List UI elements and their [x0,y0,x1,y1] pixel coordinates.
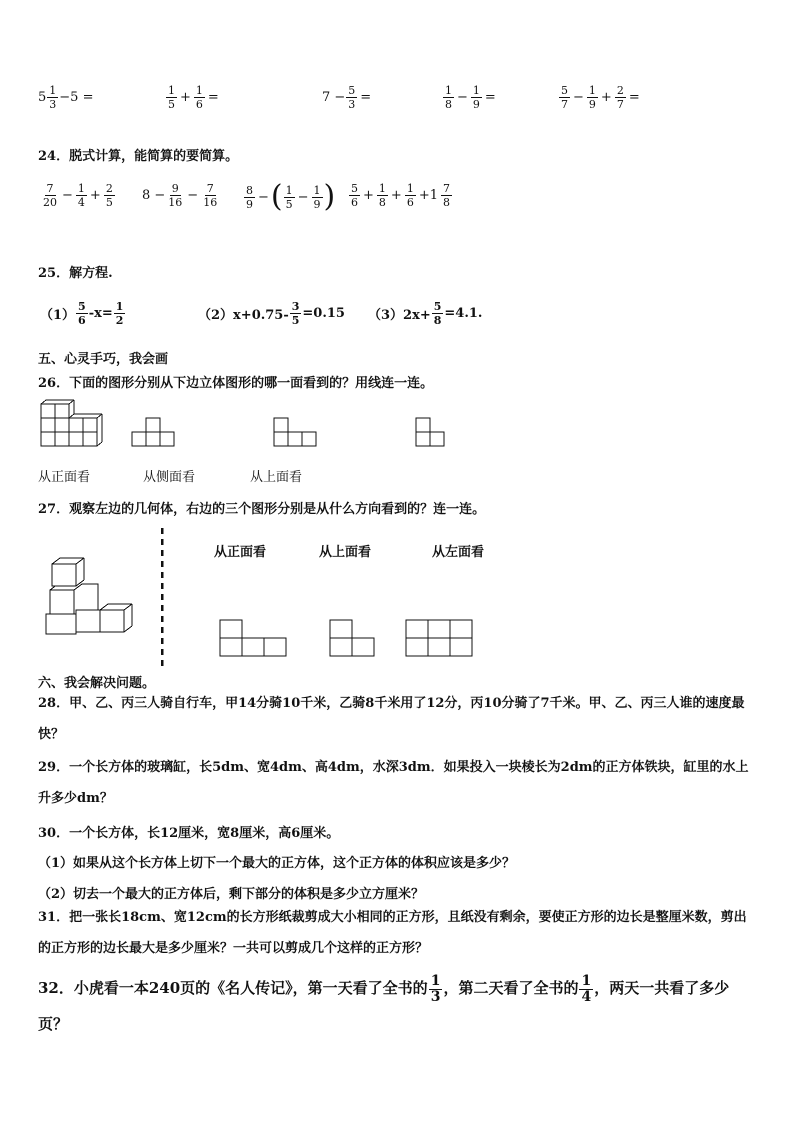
q27-view-front [220,620,286,656]
q32-text: 32．小虎看一本240页的《名人传记》，第一天看了全书的 $\frac{1}{3}$ ，第二天看了全书的 $\frac{1}{4}$ ，两天一共看了多少页？ [38,972,730,1033]
q26-cube-solid [41,400,102,446]
fraction: $\frac{1}{3}$ [49,84,57,111]
q25-equation-1: （1） $\frac{5}{6}$ -x= $\frac{1}{2}$ [40,300,124,327]
q24-title: 24．脱式计算，能简算的要简算。 [38,149,239,164]
expr-seven-minus: 7 − $\frac{5}{3}$ = [322,84,372,111]
section-5-heading: 五、心灵手巧，我会画 [38,352,169,367]
q26-label-front: 从正面看 [38,470,91,485]
q29-text: 29．一个长方体的玻璃缸，长5dm、宽4dm、高4dm，水深3dm．如果投入一块棱长为2dm的正方体铁块，缸里的水上升多少dm？ [38,760,749,806]
q31-text: 31．把一张长18cm、宽12cm的长方形纸裁剪成大小相同的正方形，且纸没有剩余，要使正方形的边长是整厘米数，剪出的正方形的边长最大是多少厘米？一共可以剪成几个这样的正方形？ [38,910,747,956]
q30-sub2: （2）切去一个最大的正方体后，剩下部分的体积是多少立方厘米？ [38,887,425,902]
q25-equation-3: （3）2x+ $\frac{5}{8}$ =4.1. [368,300,483,327]
q27-view-top [330,620,374,656]
expr-sub-fractions: $\frac{1}{8}$ − $\frac{1}{9}$ = [445,84,496,111]
q30-sub1: （1）如果从这个长方体上切下一个最大的正方体，这个正方体的体积应该是多少？ [38,856,516,871]
q28-text: 28．甲、乙、丙三人骑自行车，甲14分骑10千米，乙骑8千米用了12分，丙10分骑了7千米。甲、乙、丙三人谁的速度最快？ [38,696,745,742]
q27-view-left [406,620,472,656]
q26-view-c [416,418,444,446]
q27-label-top: 从上面看 [319,545,372,560]
q26-label-top: 从上面看 [250,470,303,485]
q24-expr-a: $\frac{7}{20}$ − $\frac{1}{4}$ + $\frac{2}{5}$ [43,182,113,209]
q26-label-side: 从侧面看 [143,470,196,485]
expr-add-fractions: $\frac{1}{5}$ + $\frac{1}{6}$ = [168,84,219,111]
q26-view-b [274,418,316,446]
section-6-heading: 六、我会解决问题。 [38,676,156,691]
q25-title: 25．解方程. [38,266,113,281]
q27-label-front: 从正面看 [214,545,267,560]
q27-title: 27．观察左边的几何体，右边的三个图形分别是从什么方向看到的？连一连。 [38,502,486,517]
q25-equation-2: （2）x+0.75- $\frac{3}{5}$ =0.15 [198,300,345,327]
q27-figures [36,526,486,668]
expr-mixed-minus [38,84,93,111]
q27-cube-solid [46,558,132,634]
q26-figures [36,398,456,456]
whole-number: 5 [38,90,47,105]
expr-three-fractions: $\frac{5}{7}$ − $\frac{1}{9}$ + $\frac{2}{7}$ = [561,84,640,111]
q30-title: 30．一个长方体，长12厘米，宽8厘米，高6厘米。 [38,826,340,841]
q26-title: 26．下面的图形分别从下边立体图形的哪一面看到的？用线连一连。 [38,376,434,391]
q24-expr-b: 8 − $\frac{9}{16}$ − $\frac{7}{16}$ [142,182,218,209]
expr-tail: −5 = [59,90,94,105]
q26-view-a [132,418,174,446]
q24-expr-c: $\frac{8}{9}$ − ( $\frac{1}{5}$ − $\frac{1}{9}$ ) [246,179,336,214]
q24-expr-d: $\frac{5}{6}$ + $\frac{1}{8}$ + $\frac{1}{6}$ +1 $\frac{7}{8}$ [351,182,450,209]
q27-label-left: 从左面看 [432,545,485,560]
